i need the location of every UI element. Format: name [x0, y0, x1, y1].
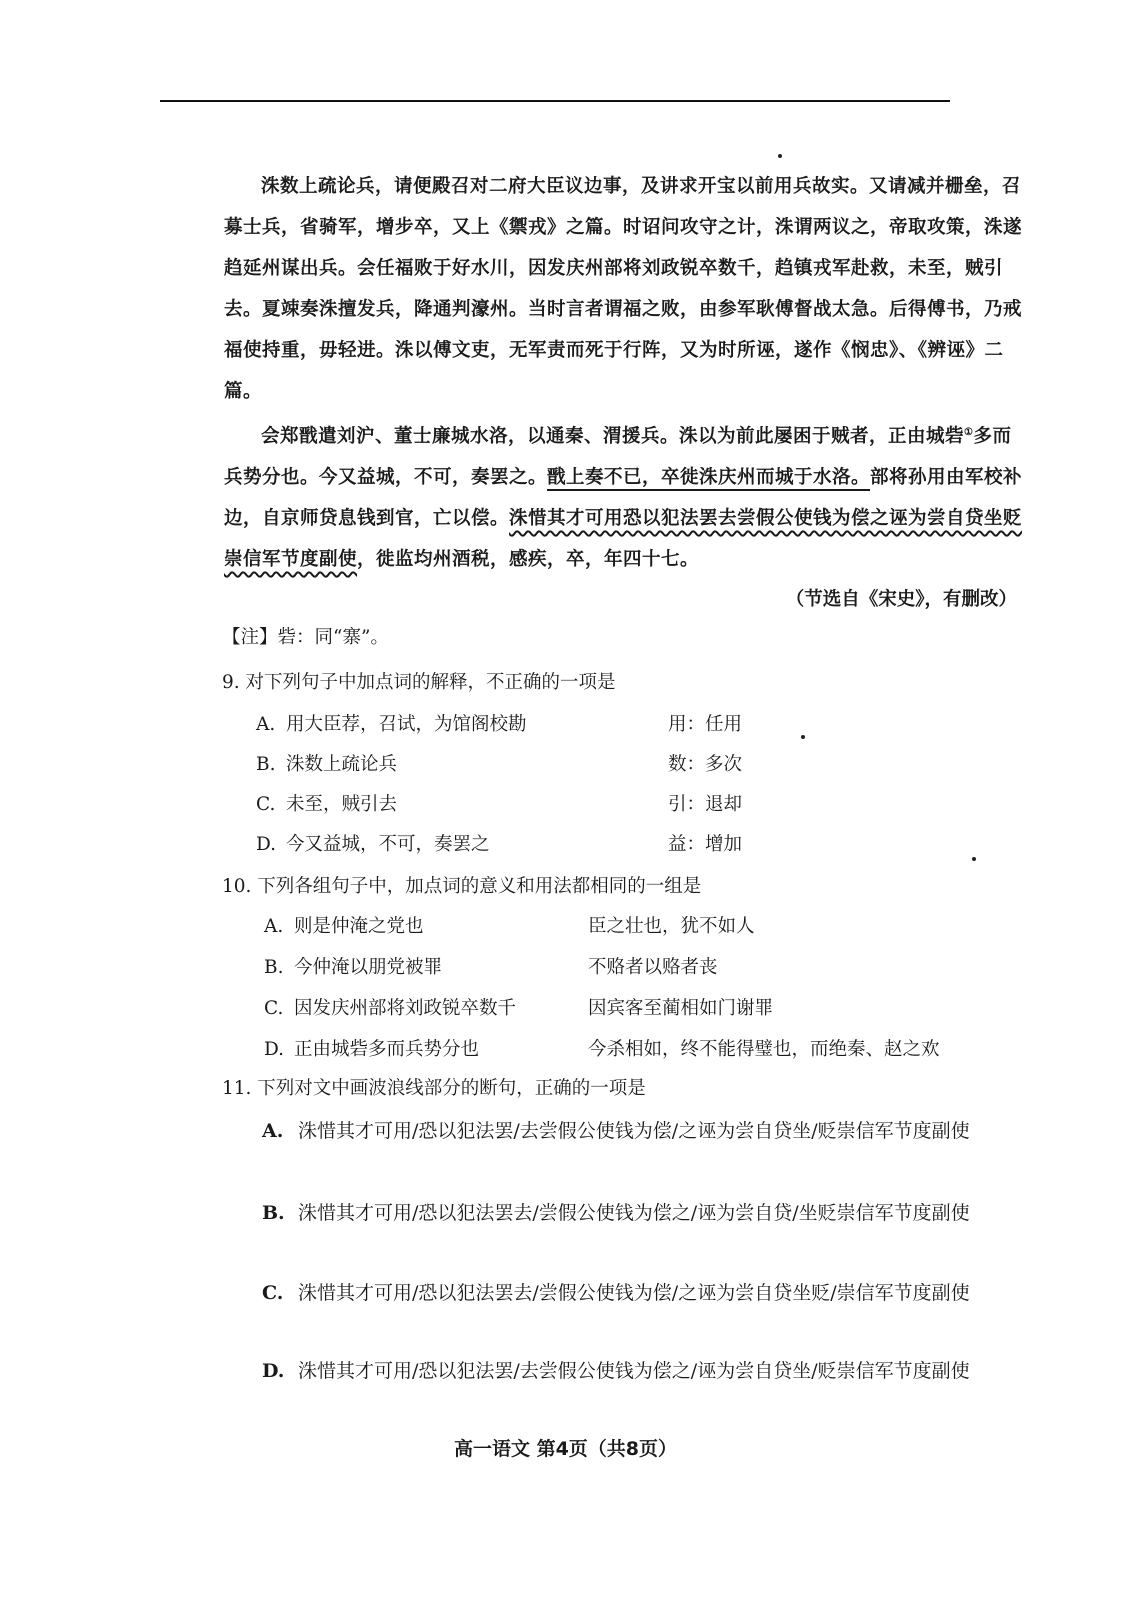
option-letter: C.: [256, 794, 276, 815]
option-text: 洙惜其才可用/恐以犯法罢/去尝假公使钱为偿之/诬为尝自贷坐/贬崇信军节度副使: [298, 1360, 970, 1382]
top-rule: [160, 100, 950, 102]
q10-option-b-compare: 不赂者以赂者丧: [588, 957, 718, 978]
option-text: 正由城砦多而兵势分也: [294, 1039, 480, 1060]
q11-option-b: [262, 1194, 1022, 1232]
option-letter: C.: [264, 998, 284, 1019]
scan-speck: [778, 154, 782, 158]
scan-speck: [801, 735, 805, 739]
underlined-sentence: 戬上奏不已，卒徙洙庆州而城于水洛。: [547, 467, 871, 489]
option-text: 洙惜其才可用/恐以犯法罢去/尝假公使钱为偿之/诬为尝自贷/坐贬崇信军节度副使: [298, 1202, 970, 1224]
passage-text: 洙数上疏论兵，请便殿召对二府大臣议边事，及讲求开宝以前用兵故实。又请减并栅垒，召募士兵，省骑军，增步卒，又上《禦戎》之篇。时诏问攻守之计，洙谓两议之，帝取攻策，洙遂趋延州谋出兵。会任福败于好水川，因发庆州部将刘政锐卒数千，趋镇戎军赴救，未至，贼引去。夏竦奏洙擅发兵，降通判濠州。当时言者谓福之败，由参军耿傅督战太急。后得傅书，乃戒福使持重，毋轻进。洙以傅文吏，无军责而死于行阵，又为时所诬，遂作《悯忠》、《辨诬》二篇。: [224, 176, 1023, 402]
option-letter: A.: [262, 1120, 284, 1142]
passage-text: 会郑戬遣刘沪、董士廉城水洛，以通秦、渭援兵。洙以为前此屡困于贼者，正由城砦: [261, 426, 965, 448]
scan-speck: [972, 857, 976, 861]
question-stem: 11. 下列对文中画波浪线部分的断句，正确的一项是: [222, 1078, 646, 1099]
q10-option-a-compare: 臣之壮也，犹不如人: [588, 916, 755, 937]
option-letter: B.: [264, 957, 284, 978]
q9-option-b-gloss: 数：多次: [668, 754, 743, 775]
footnote-marker: ①: [964, 427, 974, 438]
q11-option-a: [262, 1112, 1022, 1150]
source-citation: （节选自《宋史》，有删改）: [785, 589, 1017, 610]
question-stem: 10. 下列各组句子中，加点词的意义和用法都相同的一组是: [222, 876, 702, 897]
option-letter: B.: [256, 754, 276, 775]
footnote: 【注】砦：同“寨”。: [222, 627, 389, 648]
option-text: 今又益城，不可，奏罢之: [286, 834, 490, 855]
option-letter: D.: [264, 1039, 285, 1060]
q9-option-b: [256, 750, 397, 776]
option-text: 洙惜其才可用/恐以犯法罢/去尝假公使钱为偿/之诬为尝自贷坐/贬崇信军节度副使: [298, 1120, 970, 1142]
q9-option-d-gloss: 益：增加: [668, 834, 743, 855]
q10-option-c-compare: 因宾客至蔺相如门谢罪: [588, 998, 774, 1019]
q9-option-c: [256, 790, 397, 816]
option-text: 因发庆州部将刘政锐卒数千: [294, 998, 517, 1019]
option-letter: D.: [262, 1360, 285, 1382]
q10-option-c: [264, 994, 516, 1020]
page-footer: 高一语文 第4页（共8页）: [453, 1438, 678, 1460]
passage-paragraph-1: [224, 166, 1024, 412]
question-stem: 9. 对下列句子中加点词的解释，不正确的一项是: [222, 672, 616, 693]
passage: [224, 166, 1024, 580]
question-11: [222, 1074, 646, 1100]
option-text: 则是仲淹之党也: [294, 916, 424, 937]
passage-text: 部将孙用由军校补边，自京师贷息钱到官，亡以偿。: [224, 467, 1023, 530]
option-letter: D.: [256, 834, 277, 855]
passage-text: ，徙监均州酒税，感疾，卒，年四十七。: [357, 549, 700, 571]
option-text: 洙数上疏论兵: [286, 754, 398, 775]
q9-option-a: [256, 710, 527, 736]
wavy-underlined-sentence: 洙惜其才可用恐以犯法罢去尝假公使钱为偿之诬为尝自贷坐贬崇信军节度副使: [224, 508, 1023, 571]
q11-option-d: [262, 1352, 1022, 1390]
q10-option-d-compare: 今杀相如，终不能得璧也，而绝秦、赵之欢: [588, 1039, 940, 1060]
q11-option-c: [262, 1274, 1022, 1312]
option-text: 未至，贼引去: [286, 794, 398, 815]
q10-option-d: [264, 1035, 479, 1061]
passage-text: 多而兵势分也。今又益城，不可，奏罢之。: [224, 426, 1012, 489]
passage-paragraph-2: [224, 412, 1024, 580]
option-text: 今仲淹以朋党被罪: [294, 957, 443, 978]
option-letter: A.: [256, 714, 276, 735]
q9-option-c-gloss: 引：退却: [668, 794, 743, 815]
q10-option-a: [264, 912, 424, 938]
option-text: 用大臣荐，召试，为馆阁校勘: [286, 714, 527, 735]
q9-option-d: [256, 830, 490, 856]
option-letter: C.: [262, 1282, 284, 1304]
option-text: 洙惜其才可用/恐以犯法罢去/尝假公使钱为偿/之诬为尝自贷坐贬/崇信军节度副使: [298, 1282, 970, 1304]
question-9: [222, 668, 616, 694]
option-letter: B.: [262, 1202, 285, 1224]
question-10: [222, 872, 701, 898]
q9-option-a-gloss: 用：任用: [668, 714, 743, 735]
q10-option-b: [264, 953, 442, 979]
option-letter: A.: [264, 916, 284, 937]
